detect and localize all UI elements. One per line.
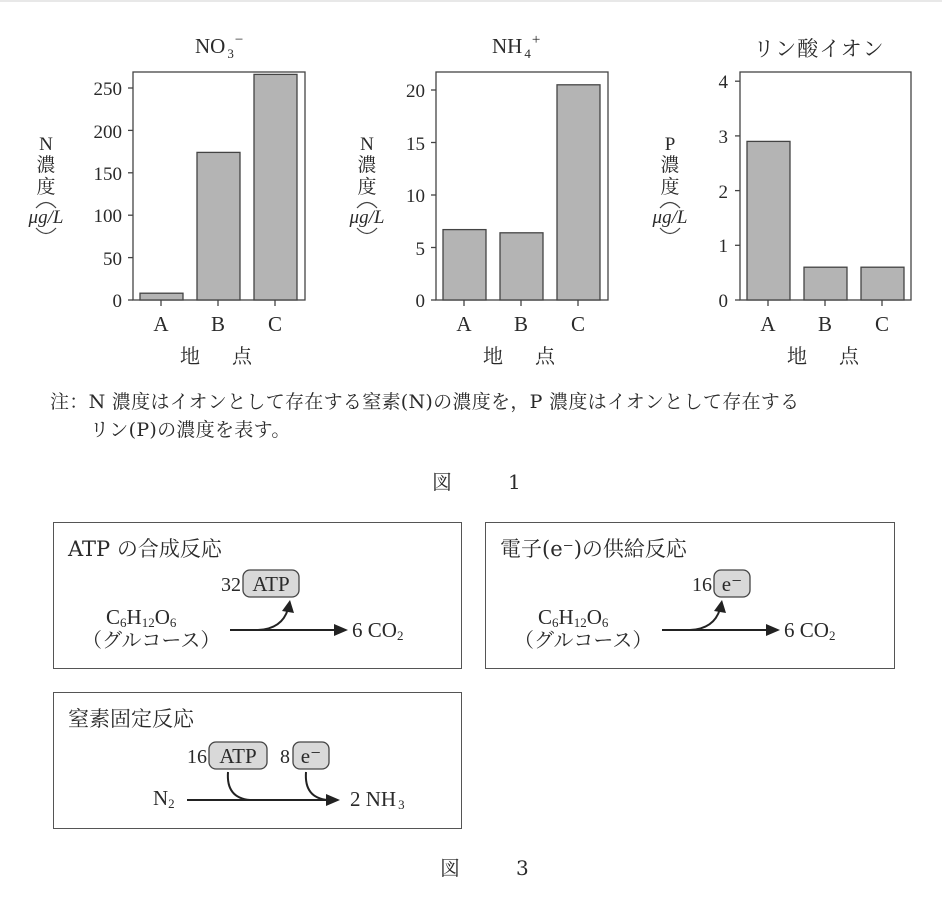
figure1-charts: [0, 0, 942, 380]
electron-pill-label: e⁻: [300, 744, 322, 768]
x-axis-label: 地 点: [787, 346, 865, 368]
figure1-caption: 図 1: [432, 470, 539, 494]
svg-text:濃: 濃: [660, 155, 680, 176]
chart-title-nh4: NH $_4$+: [492, 32, 541, 61]
svg-text:濃: 濃: [357, 155, 377, 176]
svg-text:20: 20: [406, 81, 425, 102]
atp-synthesis-diagram: [54, 523, 463, 670]
bars: [140, 74, 297, 300]
chart-title-phosphate: リン酸イオン: [753, 37, 885, 61]
glucose-name: （グルコース）: [514, 630, 653, 652]
co2-product: 6 CO2: [784, 618, 836, 643]
chart-title-no3: NO $_3$−: [195, 32, 244, 61]
y-axis-label: [28, 134, 64, 234]
electron-supply-box: [485, 522, 895, 669]
svg-text:A: A: [456, 312, 472, 336]
svg-text:度: 度: [36, 177, 56, 198]
svg-text:1: 1: [718, 236, 728, 257]
atp-pill-label: ATP: [219, 744, 257, 768]
svg-text:C: C: [570, 312, 586, 336]
svg-text:2: 2: [718, 182, 728, 203]
electron-input-arrow: [306, 772, 328, 800]
n2-reactant: N2: [153, 786, 175, 811]
svg-text:度: 度: [660, 177, 680, 198]
bars: [443, 85, 600, 300]
svg-text:3: 3: [718, 127, 728, 148]
svg-text:5: 5: [415, 239, 425, 260]
bar-a: [443, 230, 486, 300]
svg-text:100: 100: [93, 206, 122, 227]
glucose-formula: C6H12O6: [538, 605, 609, 630]
bar-c: [861, 267, 904, 300]
figure3-caption: 図 3: [440, 856, 547, 880]
svg-text:4: 4: [718, 72, 728, 93]
bar-b: [804, 267, 847, 300]
atp-synthesis-box: [53, 522, 462, 669]
bar-c: [557, 85, 600, 300]
branch-arrow: [258, 609, 288, 630]
x-tick-labels: [760, 312, 889, 336]
chart-no3: [28, 32, 305, 368]
y-axis-label: [652, 134, 688, 234]
svg-text:度: 度: [357, 177, 377, 198]
svg-text:0: 0: [415, 291, 425, 312]
glucose-formula: C6H12O6: [106, 605, 177, 630]
svg-text:μg/L: μg/L: [652, 207, 688, 228]
x-tick-labels: [153, 312, 282, 336]
glucose-name: （グルコース）: [82, 630, 221, 652]
bar-c: [254, 74, 297, 300]
nitrogen-fixation-title: 窒素固定反応: [68, 707, 194, 731]
co2-product: 6 CO2: [352, 618, 404, 643]
svg-text:0: 0: [718, 291, 728, 312]
svg-text:C: C: [267, 312, 283, 336]
atp-count: 16: [187, 746, 207, 768]
electron-supply-diagram: [486, 523, 896, 670]
y-tick-labels: [406, 81, 425, 312]
svg-text:μg/L: μg/L: [349, 207, 385, 228]
atp-synthesis-title: ATP の合成反応: [68, 537, 222, 561]
x-axis-label: 地 点: [180, 346, 258, 368]
svg-text:P: P: [664, 134, 676, 155]
electron-supply-title: 電子(e⁻)の供給反応: [500, 537, 687, 561]
svg-text:50: 50: [103, 249, 122, 270]
bar-a: [747, 141, 790, 300]
electron-count: 8: [280, 746, 290, 768]
svg-text:250: 250: [93, 79, 122, 100]
svg-text:μg/L: μg/L: [28, 207, 64, 228]
svg-text:A: A: [153, 312, 169, 336]
svg-text:濃: 濃: [36, 155, 56, 176]
svg-text:150: 150: [93, 164, 122, 185]
svg-text:0: 0: [112, 291, 122, 312]
nh3-product: 2 NH 3: [350, 787, 405, 812]
bar-a: [140, 293, 183, 300]
atp-count: 32: [221, 574, 241, 596]
nitrogen-fixation-diagram: [54, 693, 463, 830]
y-tick-labels: [719, 72, 729, 312]
svg-text:200: 200: [93, 122, 122, 143]
chart-nh4: [349, 32, 608, 368]
svg-text:B: B: [513, 312, 529, 336]
svg-text:B: B: [210, 312, 226, 336]
y-tick-labels: [94, 79, 123, 312]
svg-text:B: B: [817, 312, 833, 336]
svg-text:N: N: [39, 134, 53, 155]
y-axis-label: [349, 134, 385, 234]
note-line-2: リン(P)の濃度を表す。: [90, 419, 291, 441]
electron-count: 16: [692, 574, 712, 596]
atp-input-arrow: [228, 772, 250, 800]
svg-text:10: 10: [406, 186, 425, 207]
bars: [747, 141, 904, 300]
bar-b: [197, 152, 240, 300]
x-tick-labels: [456, 312, 585, 336]
atp-pill-label: ATP: [252, 572, 290, 596]
svg-text:15: 15: [406, 134, 425, 155]
x-axis-label: 地 点: [483, 346, 561, 368]
svg-text:C: C: [874, 312, 890, 336]
nitrogen-fixation-box: [53, 692, 462, 829]
figure1-note: [50, 388, 799, 444]
svg-text:N: N: [360, 134, 374, 155]
bar-b: [500, 233, 543, 300]
chart-phosphate: [652, 37, 911, 368]
branch-arrow: [690, 609, 720, 630]
electron-pill-label: e⁻: [721, 572, 743, 596]
note-line-1: 注：N 濃度はイオンとして存在する窒素(N)の濃度を，P 濃度はイオンとして存在する: [50, 391, 800, 413]
svg-text:A: A: [760, 312, 776, 336]
